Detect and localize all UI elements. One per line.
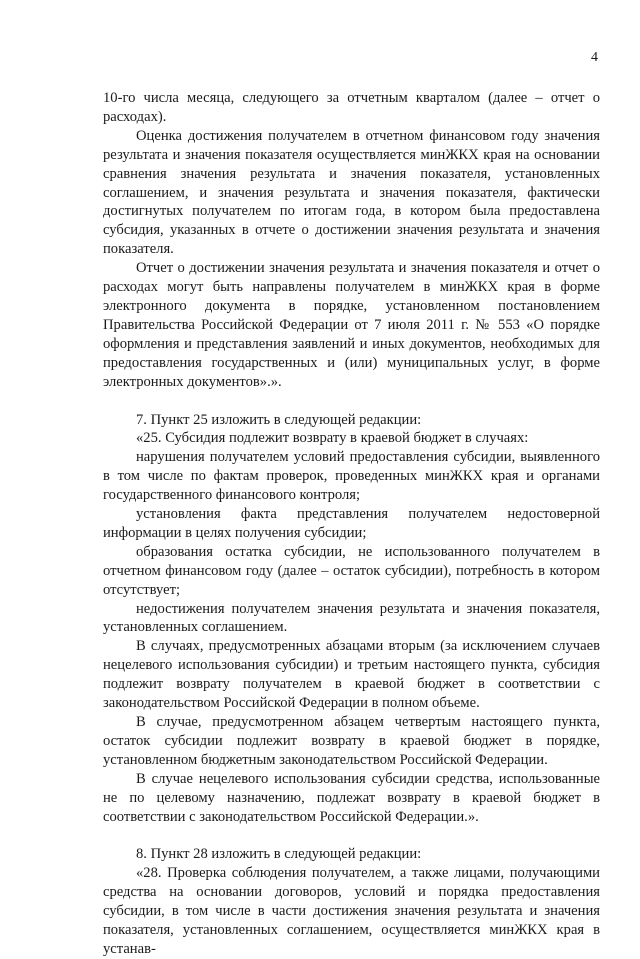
page-number: 4 — [591, 50, 598, 65]
paragraph: 7. Пункт 25 изложить в следующей редакции: — [136, 411, 422, 428]
paragraph: В случаях, предусмотренных абзацами вторым (за исключением случаев нецелевого использования субсидии) и третьим настоящего пункта, субсидия подлежит возврату получателем в краевой бюджет в соответствии с законодательством Российской Федерации в полном объеме. — [103, 638, 600, 712]
paragraph: В случае, предусмотренном абзацем четвертым настоящего пункта, остаток субсидии подлежит возврату в краевой бюджет в порядке, установленном бюджетным законодательством Российской Федерации. — [103, 714, 600, 768]
paragraph: «25. Субсидия подлежит возврату в краевой бюджет в случаях: — [136, 430, 529, 447]
paragraph: образования остатка субсидии, не использованного получателем в отчетном финансовом году (далее – остаток субсидии), потребность в котором отсутствует; — [103, 543, 600, 598]
paragraph: недостижения получателем значения результата и значения показателя, установленных соглашением. — [103, 600, 600, 636]
paragraph: установления факта представления получателем недостоверной информации в целях получения субсидии; — [103, 506, 600, 541]
paragraph: нарушения получателем условий предоставления субсидии, выявленного в том числе по фактам проверок, проведенных минЖКХ края и органами государственного финансового контроля; — [103, 449, 600, 504]
paragraph-gap — [103, 826, 600, 845]
paragraph: В случае нецелевого использования субсидии средства, использованные не по целевому назначению, подлежат возврату в краевой бюджет в соответствии с законодательством Российской Федерации.». — [103, 770, 600, 825]
document-body — [103, 89, 600, 959]
paragraph: 10-го числа месяца, следующего за отчетным кварталом (далее – отчет о расходах). — [103, 90, 600, 125]
paragraph-gap — [103, 392, 600, 411]
paragraph: Отчет о достижении значения результата и значения показателя и отчет о расходах могут быть направлены получателем в минЖКХ края в форме электронного документа в порядке, установленном постановлением Правительства Российской Федерации от 7 июля 2011 г. № 553 «О порядке оформления и представления заявлений и иных документов, необходимых для предоставления государственных и (или) муниципальных услуг, в форме электронных документов».». — [103, 260, 600, 390]
paragraph: Оценка достижения получателем в отчетном финансовом году значения результата и значения показателя осуществляется минЖКХ края на основании сравнения значения результата и значения показателя, установленных соглашением, и значения результата и значения показателя, фактически достигнутых получателем по итогам года, в котором была предоставлена субсидия, указанных в отчете о достижении значения результата и значения показателя. — [103, 127, 600, 258]
paragraph: 8. Пункт 28 изложить в следующей редакции: — [136, 846, 422, 863]
paragraph: «28. Проверка соблюдения получателем, а также лицами, получающими средства на основании договоров, условий и порядка предоставления субсидии, в том числе в части достижения значения результата и значения показателя, установленных соглашением, осуществляется минЖКХ края в устанав- — [103, 865, 600, 957]
